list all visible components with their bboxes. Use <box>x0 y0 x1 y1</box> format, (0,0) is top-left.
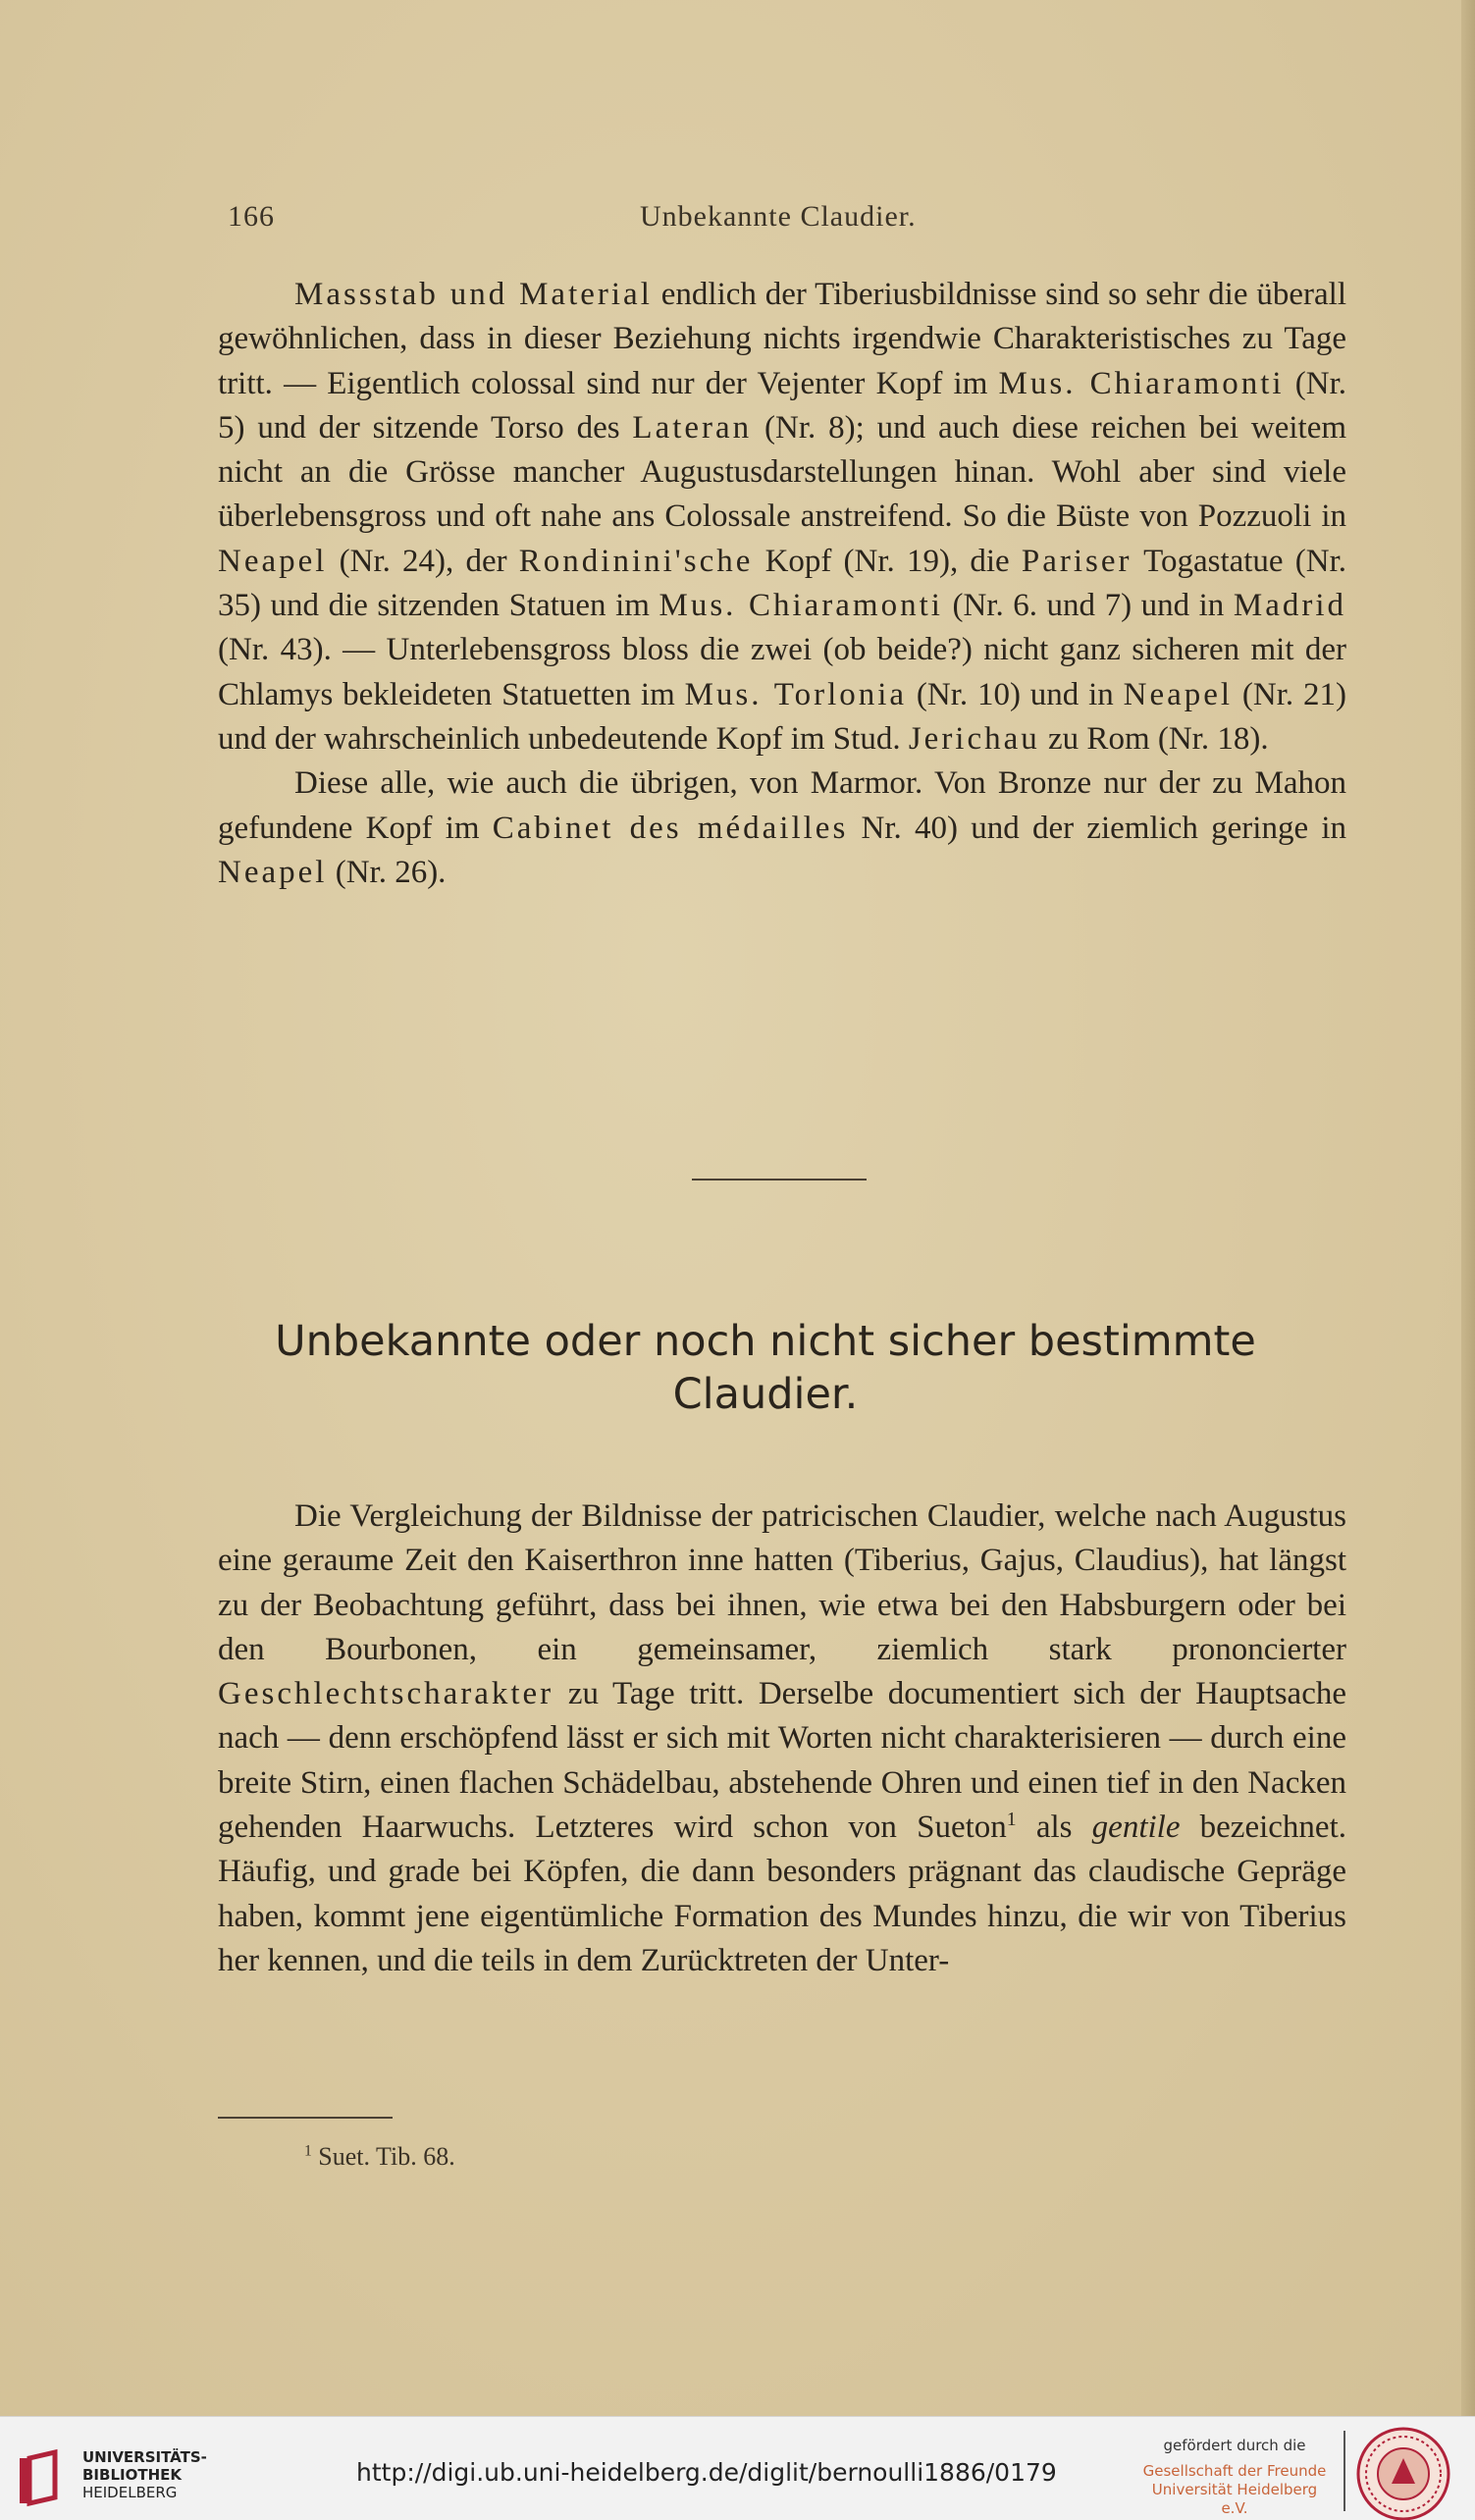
spaced-text: Massstab und Material <box>294 277 653 312</box>
spaced-text: Neapel <box>1123 676 1234 712</box>
library-logo-icon[interactable] <box>16 2448 69 2507</box>
heading-line: Claudier. <box>672 1370 859 1419</box>
university-seal-icon <box>1354 2425 1452 2520</box>
page-edge <box>1461 0 1475 2416</box>
spaced-text: Neapel <box>218 543 328 579</box>
spaced-text: Mus. Chiaramonti <box>658 588 943 624</box>
text-run: als <box>1016 1810 1092 1846</box>
section-one <box>218 273 1346 895</box>
spaced-text: Jerichau <box>908 720 1040 757</box>
footnote-reference: 1 <box>1006 1809 1017 1831</box>
text-run: (Nr. 6. und 7) und in <box>942 588 1234 624</box>
spaced-text: Cabinet des médailles <box>492 810 849 846</box>
text-run: (Nr. 5) und der sitzende Torso des <box>218 365 1346 446</box>
text-run: Diese alle, wie auch die übrigen, von Marmor. Von Bronze nur der zu Mahon gefundene Kopf im <box>218 765 1346 846</box>
section-two <box>218 1495 1346 1983</box>
permalink[interactable]: http://digi.ub.uni-heidelberg.de/diglit/bernoulli1886/0179 <box>356 2458 1057 2487</box>
text-run: Kopf (Nr. 19), die <box>753 543 1022 579</box>
text-run: zu Tage tritt. Derselbe documentiert sich der Hauptsache nach — denn erschöpfend lässt er sich mit Worten nicht charakterisieren — durch eine breite Stirn, einen flachen Schädelbau, abstehende Ohren und einen tief in den Nacken gehenden Haarwuchs. Letzteres wird schon von Sueton <box>218 1676 1346 1846</box>
section-heading <box>177 1315 1354 1421</box>
running-title: Unbekannte Claudier. <box>640 200 917 233</box>
paragraph <box>218 1495 1346 1983</box>
spaced-text: Madrid <box>1233 588 1347 624</box>
paragraph <box>218 761 1346 895</box>
text-run: endlich der Tiberiusbildnisse sind so sehr die überall gewöhnlichen, dass in dieser Beziehung nichts irgendwie Charakteristisches zu Tage tritt. — Eigentlich colossal sind nur der Vejenter Kopf im <box>218 277 1347 401</box>
spaced-text: Geschlechtscharakter <box>218 1676 554 1712</box>
section-divider <box>692 1179 867 1181</box>
text-run: (Nr. 10) und in <box>907 676 1124 712</box>
footnote-rule <box>218 2117 393 2119</box>
spaced-text: Lateran <box>632 409 753 446</box>
spaced-text: Neapel <box>218 854 328 890</box>
divider <box>1343 2431 1345 2511</box>
footnote <box>304 2142 455 2172</box>
text-run: bezeichnet. Häufig, und grade bei Köpfen, die dann besonders prägnant das claudische Gepräge haben, kommt jene eigentümliche Formation des Mundes hinzu, die wir von Tiberius her kennen, und die teils in dem Zurücktreten der Unter- <box>218 1810 1346 1978</box>
paragraph <box>218 273 1346 761</box>
funded-by-label: gefördert durch die <box>1163 2437 1306 2454</box>
text-run: (Nr. 21) und der wahrscheinlich unbedeutende Kopf im Stud. <box>218 676 1346 757</box>
text-run: (Nr. 8); und auch diese reichen bei weitem nicht an die Grösse mancher Augustusdarstellungen hinan. Wohl aber sind viele überlebensgross und oft nahe ans Colossale anstreifend. So die Büste von Pozzuoli in <box>218 409 1347 535</box>
text-run: (Nr. 24), der <box>327 543 519 579</box>
running-head <box>228 200 1229 239</box>
spaced-text: Pariser <box>1021 543 1133 579</box>
spaced-text: Rondinini'sche <box>518 543 754 579</box>
text-run: zu Rom (Nr. 18). <box>1039 720 1269 757</box>
text-run: Die Vergleichung der Bildnisse der patricischen Claudier, welche nach Augustus eine geraume Zeit den Kaiserthron inne hatten (Tiberius, Gajus, Claudius), hat längst zu der Beobachtung geführt, dass bei ihnen, wie etwa bei den Habsburgern oder bei den Bourbonen, ein gemeinsamer, ziemlich stark prononcierter <box>218 1498 1346 1667</box>
heading-line: Unbekannte oder noch nicht sicher bestimmte <box>275 1317 1256 1366</box>
text-run: Togastatue (Nr. 35) und die sitzenden Statuen im <box>218 543 1346 624</box>
spaced-text: Mus. Chiaramonti <box>998 365 1285 401</box>
footnote-marker: 1 <box>304 2142 312 2160</box>
italic-text: gentile <box>1091 1810 1181 1846</box>
spaced-text: Mus. Torlonia <box>684 676 908 712</box>
library-name: UNIVERSITÄTS- BIBLIOTHEK HEIDELBERG <box>82 2448 207 2501</box>
text-run: (Nr. 26). <box>327 854 447 890</box>
viewer-footer <box>0 2416 1475 2520</box>
text-run: Nr. 40) und der ziemlich geringe in <box>848 810 1346 846</box>
sponsor-name[interactable]: Gesellschaft der Freunde Universität Heidelberg e.V. <box>1142 2462 1327 2517</box>
footnote-text: Suet. Tib. 68. <box>318 2142 455 2171</box>
text-run: (Nr. 43). — Unterlebensgross bloss die zwei (ob beide?) nicht ganz sicheren mit der Chlamys bekleideten Statuetten im <box>218 632 1346 712</box>
page-number: 166 <box>228 200 275 233</box>
